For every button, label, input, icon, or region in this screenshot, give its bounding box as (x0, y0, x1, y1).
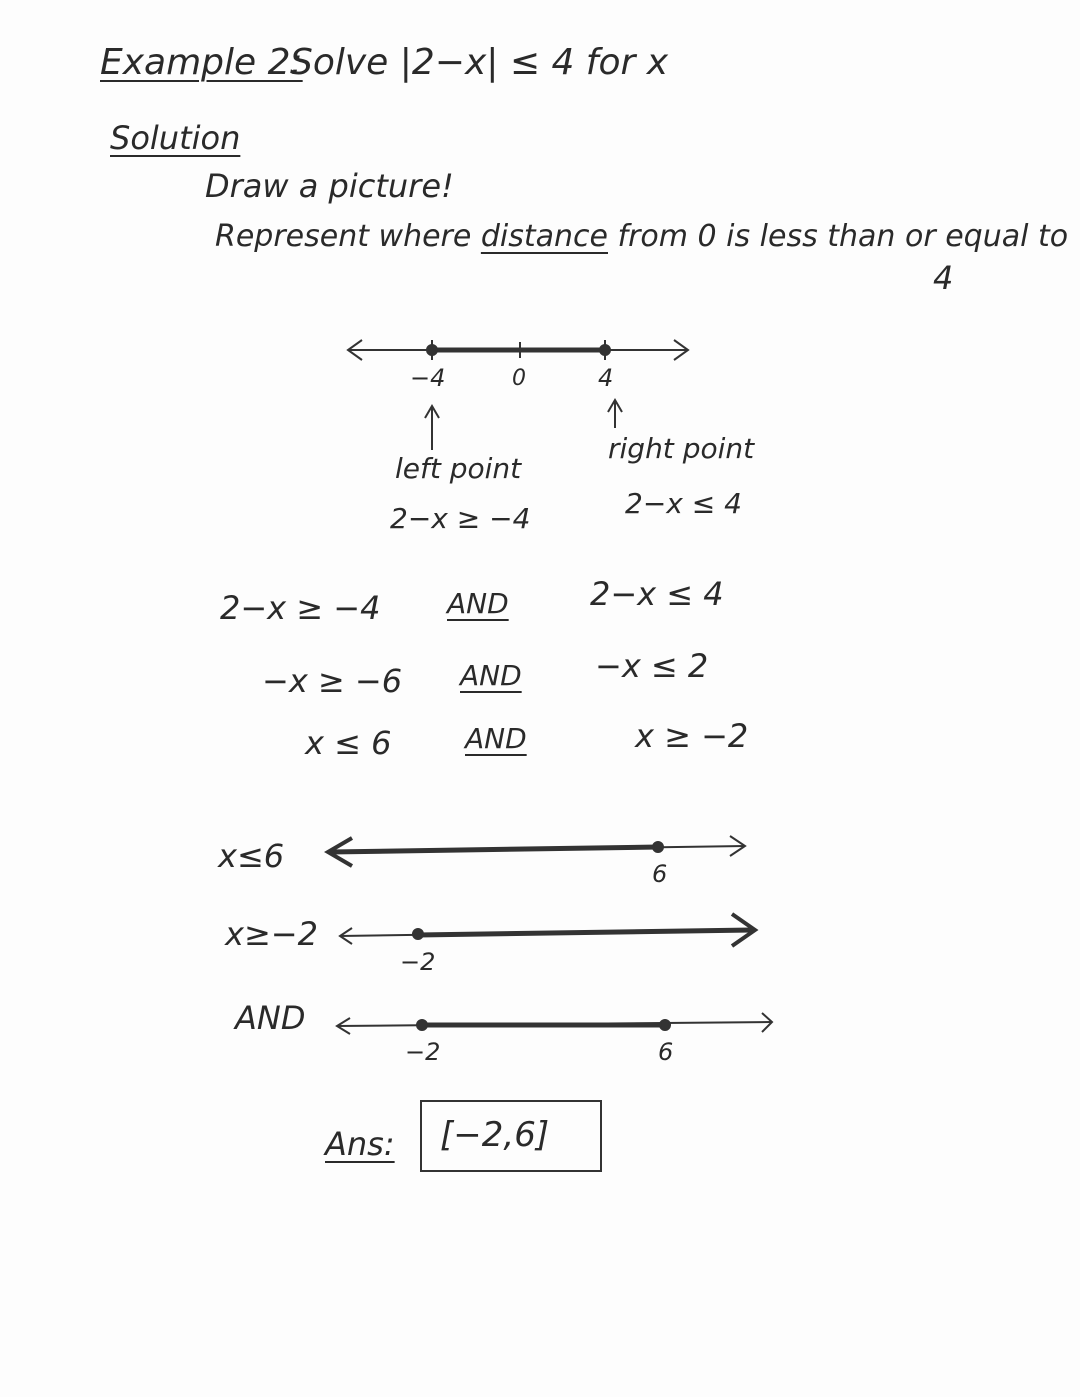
graph-x-le-6 (328, 836, 745, 866)
intro-line1: Draw a picture! (205, 167, 454, 205)
step-right: x ≥ −2 (635, 717, 749, 755)
intro-line3: 4 (933, 259, 954, 297)
graph-label: x≥−2 (225, 915, 318, 953)
tick-label: 4 (598, 364, 614, 392)
tick-label: 6 (652, 860, 668, 888)
step-right: −x ≤ 2 (595, 647, 709, 685)
graph-x-ge-minus2 (340, 914, 755, 946)
step-left: 2−x ≥ −4 (220, 589, 381, 627)
answer-label: Ans: (325, 1125, 395, 1163)
intro-distance: distance (480, 219, 608, 254)
tick-label: −4 (410, 364, 446, 392)
problem-statement: Solve |2−x| ≤ 4 for x (290, 42, 669, 83)
graph-and (337, 1013, 772, 1034)
step-and: AND (447, 587, 509, 620)
step-and: AND (460, 659, 522, 692)
left-point-caption: left point (395, 452, 522, 485)
tick-label: 0 (512, 366, 526, 391)
step-right: 2−x ≤ 4 (590, 575, 724, 613)
step-left: x ≤ 6 (305, 724, 392, 762)
intro-text-c: from 0 is less than or equal to (608, 219, 1069, 254)
step-and: AND (465, 722, 527, 755)
answer-value: [−2,6] (440, 1115, 550, 1155)
tick-label: −2 (405, 1038, 441, 1066)
tick-label: −2 (400, 948, 436, 976)
intro-text-a: Represent where (215, 219, 481, 254)
right-point-inequality: 2−x ≤ 4 (625, 487, 742, 520)
left-point-inequality: 2−x ≥ −4 (390, 502, 531, 535)
tick-label: 6 (658, 1038, 674, 1066)
graph-label: x≤6 (218, 837, 285, 875)
right-point-caption: right point (608, 432, 755, 465)
example-label: Example 2: (100, 42, 303, 83)
graph-label: AND (235, 999, 306, 1037)
step-left: −x ≥ −6 (262, 662, 403, 700)
solution-heading: Solution (110, 119, 241, 157)
